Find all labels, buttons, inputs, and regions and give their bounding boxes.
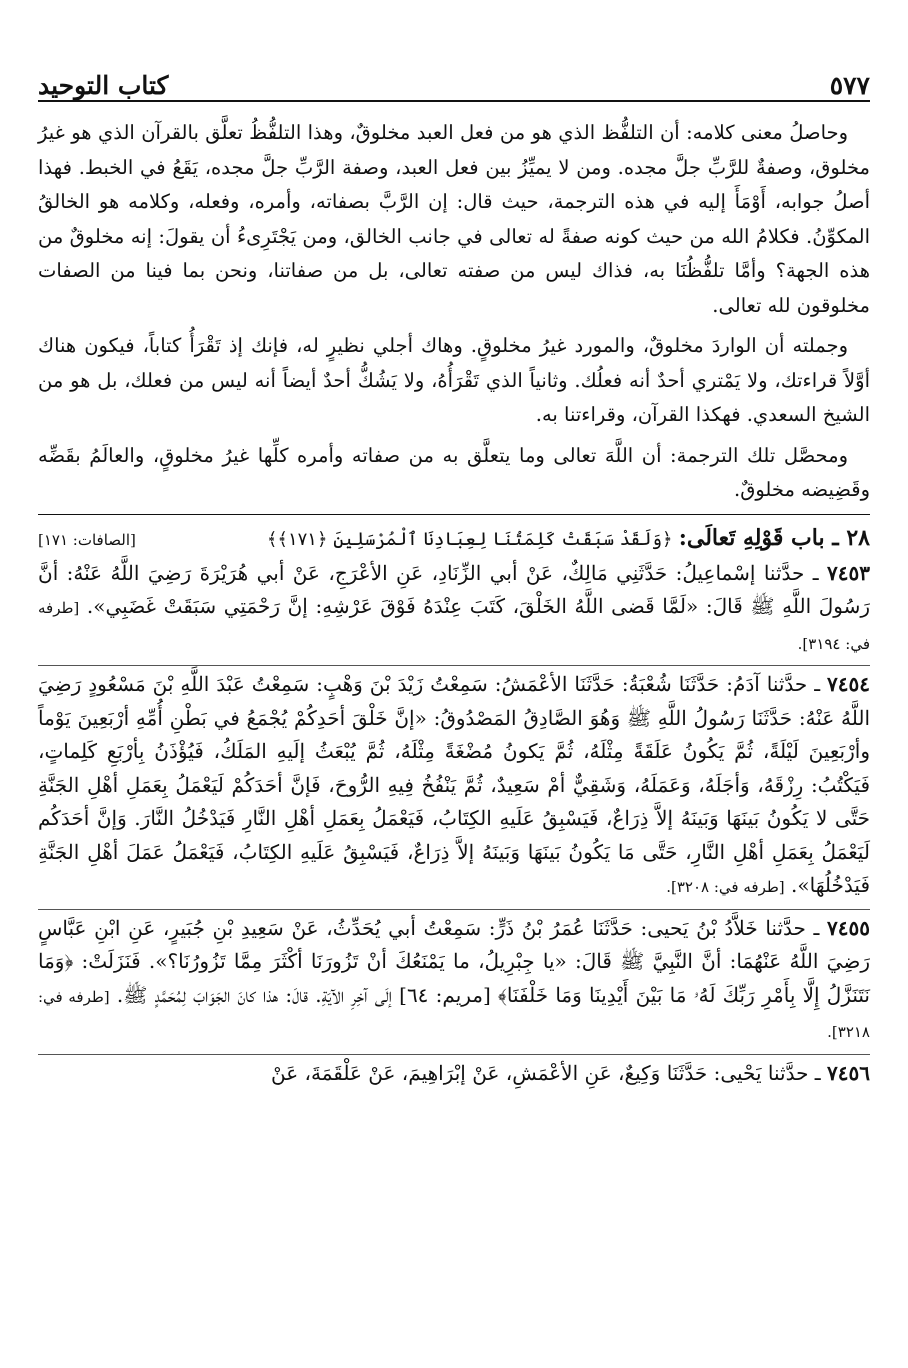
- hadith-number: ٧٤٥٥: [827, 915, 870, 940]
- hadith-text: ـ حدَّثنا آدَمُ: حَدَّثَنَا شُعْبَةُ: حَدَّثَنَا الأعْمَشُ: سَمِعْتُ زَيْدَ بْنَ وَهْبٍ: سَمِعْتُ عَبْدَ اللَّهِ بْنَ مَسْعُودٍ رَضِيَ اللَّهُ عَنْهُ: حَدَّثَنَا رَسُولُ اللَّهِ ﷺ وَهُوَ الصَّادِقُ المَصْدُوقُ: «إنَّ خَلْقَ أحَدِكُمْ يُجْمَعُ في بَطْنِ أُمِّهِ أرْبَعِينَ يَوْماً وأرْبَعِينَ لَيْلَةً، ثُمَّ يَكُونُ عَلَقَةً مِثْلَهُ، ثُمَّ يَكونُ مُضْغَةً مِثْلَهُ، ثُمَّ يُبْعَثُ إلَيهِ المَلَكُ، فَيُؤْذَنُ بِأرْبَعِ كَلِماتٍ، فَيَكْتُبُ: رِزْقَهُ، وَأجَلَهُ، وَعَمَلَهُ، وَشَقِيٌّ أمْ سَعِيدٌ، ثُمَّ يَنْفُخُ فِيهِ الرُّوحَ، فَإنَّ أحَدَكُمْ لَيَعْمَلُ بِعَمَلِ أهْلِ الجَنَّةِ حَتَّى لا يَكُونُ بَينَهَا وَبَينَهُ إلاَّ ذِرَاعٌ، فَيَسْبِقُ عَلَيهِ الكِتَابُ، فَيَعْمَلُ بِعَمَلِ أهْلِ النَّارِ فَيَدْخُلُ النَّارَ. وَإنَّ أحَدَكُم لَيَعْمَلُ بِعَمَلِ أهْلِ النَّارِ، حَتَّى مَا يَكُونُ بَينَهَا وَبَينَهُ إلاَّ ذِرَاعٌ، فَيَسْبِقُ عَلَيهِ الكِتَابُ، فَيَعْمَلُ عَمَلَ أهْلِ الجَنَّةِ فَيَدْخُلُهَا».: [38, 672, 870, 897]
- commentary-paragraph: وجملته أن الواردَ مخلوقٌ، والمورد غيرُ مخلوقٍ. وهاك أجلي نظيرٍ له، فإنك إذ تَقْرَأُ كتاباً، فيكون هناك أوَّلاً قراءتك، ولا يَمْتري أحدٌ أنه فعلُك. وثانياً الذي تَقْرَأُهُ، ولا يَشُكُّ أحدٌ أيضاً أنه ليس من فعلك، بل هو من الشيخ السعدي. فهكذا القرآن، وقراءتنا به.: [38, 334, 870, 426]
- running-header: [38, 58, 870, 102]
- hadith-entry: [38, 557, 870, 666]
- commentary-paragraph: وحاصلُ معنى كلامه: أن التلفُّظ الذي هو من فعل العبد مخلوقٌ، وهذا التلفُّظُ تعلَّق بالقرآن الذي هو غيرُ مخلوق، وصفةٌ للرَّبِّ جلَّ مجده. ومن لا يميِّزُ بين فعل العبد، وصفة الرَّبِّ جلَّ مجده، يَقَعُ في الخبط. فهذا أصلُ جوابه، أَوْمَأَ إليه في هذه الترجمة، حيث قال: إن الرَّبَّ بصفاته، وأمره، وفعله، وكلامه هو الخالقُ المكوِّنُ. فكلامُ الله من حيث كونه صفةً له تعالى في جانب الخالق، ومن يَجْتَرِىءُ أن يقولَ: إنه مخلوقٌ من هذه الجهة؟ وأمَّا تلفُّظُنَا به، فذاك ليس من صفته تعالى، بل من صفاتنا، ونحن بما فينا من الصفات مخلوقون لله تعالى.: [38, 121, 870, 317]
- hadith-text: ـ حدَّثنا خَلاَّدُ بْنُ يَحيى: حَدَّثَنَا عُمَرُ بْنُ ذَرٍّ: سَمِعْتُ أبي يُحَدِّثُ، عَنْ سَعِيدِ بْنِ جُبَيرٍ، عَنِ ابْنِ عَبَّاسٍ رَضِيَ اللَّهُ عَنْهُمَا: أنَّ النَّبِيَّ ﷺ قَالَ: «يا جِبْرِيلُ، ما يَمْنَعُكَ أنْ تَزُورَنَا أكْثَرَ مِمَّا تَزُورُنَا؟». فَنَزَلَتْ: ﴿وَمَا نَتَنَزَّلُ إِلَّا بِأَمْرِ رَبِّكَ لَهُۥ مَا بَيْنَ أَيْدِينَا وَمَا خَلْفَنَا﴾ [مريم: ٦٤] إلَى آخِرِ الآيَةِ. قالَ: هذا كانَ الجَوَابَ لِمُحَمَّدٍ ﷺ.: [38, 915, 870, 1007]
- hadith-reference: [طرفه في: ٣٢١٨].: [38, 987, 870, 1041]
- commentary-paragraph: ومحصَّل تلك الترجمة: أن اللَّهَ تعالى وما يتعلَّق به من صفاته وأمره كلِّها غيرُ مخلوقٍ، والعالَمُ بقَضِّه وقَضِيضه مخلوقٌ.: [38, 443, 870, 501]
- hadith-text: ـ حدَّثنا إسْماعِيلُ: حَدَّثَنِي مَالِكٌ، عَنْ أبي الزِّنَادِ، عَنِ الأعْرَجِ، عَنْ أبي هُرَيْرَةَ رَضِيَ اللَّهُ عَنْهُ: أنَّ رَسُولَ اللَّهِ ﷺ قَالَ: «لَمَّا قَضى اللَّهُ الخَلْقَ، كَتَبَ عِنْدَهُ فَوْقَ عَرْشِهِ: إنَّ رَحْمَتِي سَبَقَتْ غَضَبِي».: [38, 560, 871, 618]
- hadith-entry: [38, 665, 870, 909]
- hadith-number: ٧٤٥٤: [827, 672, 871, 696]
- hadith-text: ـ حدَّثنا يَحْيى: حَدَّثَنَا وَكِيعٌ، عَنِ الأعْمَشِ، عَنْ إبْرَاهِيمَ، عَنْ عَلْقَمَةَ، عَنْ: [271, 1060, 821, 1085]
- hadith-entry: [38, 1054, 870, 1095]
- hadith-reference: [طرفه في: ٣١٩٤].: [38, 599, 870, 653]
- chapter-heading: [38, 514, 870, 557]
- chapter-ayah: ﴿وَلَقَدْ سَبَقَتْ كَلِمَتُنَا لِعِبَادِنَا ٱلْمُرْسَلِينَ ﴿١٧١﴾﴾: [266, 528, 673, 550]
- hadith-entry: [38, 909, 870, 1054]
- chapter-reference: [الصافات: ١٧١]: [38, 530, 136, 549]
- hadith-number: ٧٤٥٦: [827, 1060, 870, 1085]
- page-content: [38, 116, 870, 1094]
- page-number: ٥٧٧: [829, 71, 870, 100]
- hadith-reference: [طرفه في: ٣٢٠٨].: [666, 878, 785, 896]
- hadith-number: ٧٤٥٣: [827, 560, 871, 585]
- chapter-title: ٢٨ ـ باب قَوْلِهِ تَعالَى:: [678, 524, 870, 551]
- book-title: كتاب التوحيد: [38, 71, 169, 100]
